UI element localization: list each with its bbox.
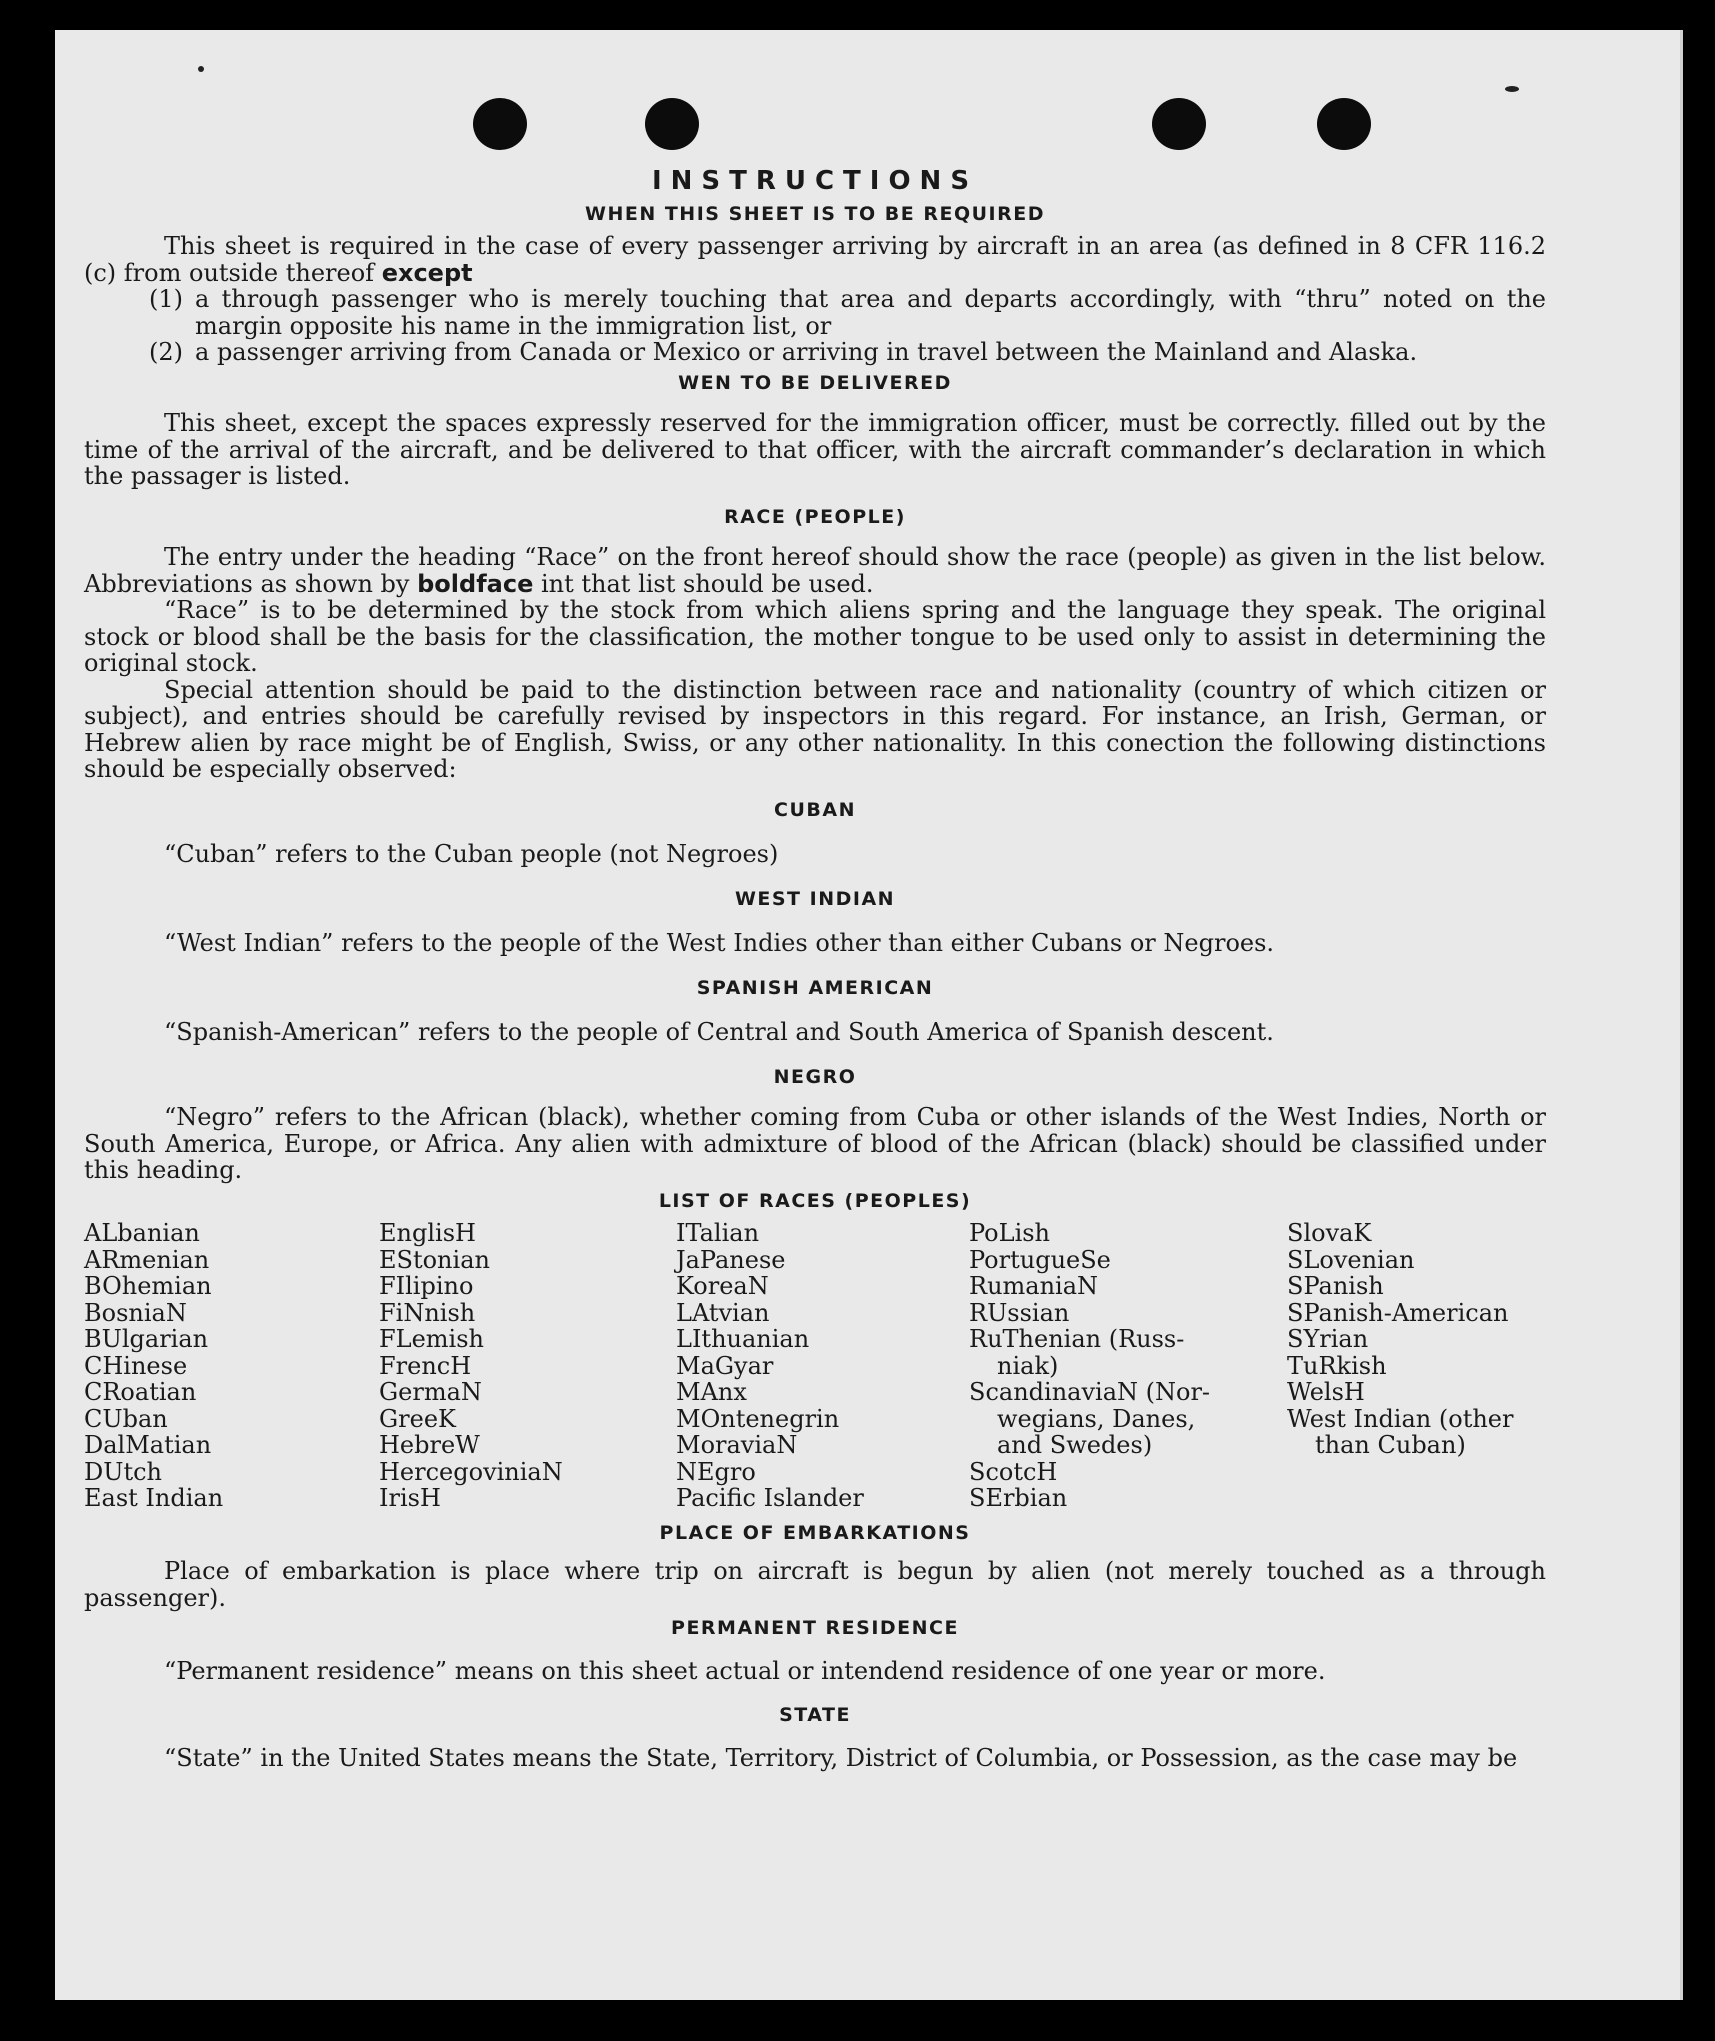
punch-hole: [1152, 98, 1206, 150]
race-entry: West Indian (other: [1287, 1404, 1514, 1433]
heading-state: STATE: [779, 1704, 851, 1726]
race-entry: NEgro: [676, 1457, 756, 1486]
races-column: [379, 1220, 676, 1512]
race-entry: MAnx: [676, 1378, 747, 1406]
race-entry: MaGyar: [676, 1351, 774, 1380]
paragraph-negro: “Negro” refers to the African (black), whether coming from Cuba or other islands of the West Indies, North or South America, Europe, or Africa. Any alien with admixture of blood of the African (black) should be classified under this heading.: [84, 1103, 1546, 1184]
race-entry: DalMatian: [84, 1431, 212, 1459]
heading-residence: PERMANENT RESIDENCE: [671, 1617, 959, 1639]
race-entry: SPanish: [1287, 1272, 1384, 1300]
race-entry: wegians, Danes,: [997, 1404, 1196, 1433]
race-entry: DUtch: [84, 1457, 163, 1486]
race-entry: WelsH: [1287, 1378, 1365, 1406]
punch-hole: [473, 98, 527, 150]
race-entry: HebreW: [379, 1431, 480, 1459]
speck: [198, 66, 204, 72]
paragraph-race-1: The entry under the heading “Race” on the front hereof should show the race (people) as given in the list below. Abbreviations as shown by boldface int that list should be used.: [84, 543, 1546, 598]
race-entry: FrencH: [379, 1351, 472, 1380]
heading-required: WHEN THIS SHEET IS TO BE REQUIRED: [584, 202, 1045, 225]
race-entry: JaPanese: [676, 1245, 786, 1274]
race-entry: SPanish-American: [1287, 1298, 1509, 1327]
race-entry: CRoatian: [84, 1378, 197, 1406]
race-entry: East Indian: [84, 1484, 224, 1512]
page-title: INSTRUCTIONS: [651, 166, 979, 196]
race-entry: MoraviaN: [676, 1431, 798, 1459]
race-entry: TuRkish: [1287, 1351, 1387, 1380]
race-entry: BosniaN: [84, 1298, 187, 1327]
race-entry: and Swedes): [997, 1431, 1153, 1459]
race-entry: ARmenian: [84, 1245, 210, 1274]
race-entry: MOntenegrin: [676, 1404, 840, 1433]
heading-race: RACE (PEOPLE): [724, 505, 906, 528]
race-entry: HercegoviniaN: [379, 1457, 563, 1486]
heading-west-indian: WEST INDIAN: [734, 887, 896, 910]
race-entry: FiNnish: [379, 1298, 476, 1327]
bold-except: except: [381, 258, 473, 287]
race-entry: GreeK: [379, 1404, 456, 1433]
heading-cuban: CUBAN: [774, 798, 856, 821]
race-entry: SErbian: [969, 1484, 1068, 1512]
bold-boldface: boldface: [417, 569, 534, 598]
race-entry: Pacific Islander: [676, 1484, 864, 1512]
heading-delivered: WEN TO BE DELIVERED: [678, 371, 952, 394]
race-entry: ITalian: [676, 1219, 760, 1247]
paragraph-west-indian: “West Indian” refers to the people of the West Indies other than either Cubans or Negroes.: [164, 929, 1275, 957]
heading-races-list: LIST OF RACES (PEOPLES): [658, 1189, 972, 1212]
races-column: [84, 1220, 379, 1512]
race-entry: ScandinaviaN (Nor-: [969, 1378, 1211, 1406]
races-column: [676, 1220, 969, 1512]
paragraph-race-2: “Race” is to be determined by the stock from which aliens spring and the language they speak. The original stock or blood shall be the basis for the classification, the mother tongue to be used only to assist in determining the original stock.: [84, 596, 1546, 677]
race-entry: RumaniaN: [969, 1272, 1099, 1300]
paragraph-race-3: Special attention should be paid to the distinction between race and nationality (country of which citizen or subject), and entries should be carefully revised by inspectors in this regard. For instance, an Irish, German, or Hebrew alien by race might be of English, Swiss, or any other nationality. In this conection the following distinctions should be especially observed:: [84, 675, 1546, 783]
race-entry: SlovaK: [1287, 1219, 1372, 1247]
paragraph-spanish-american: “Spanish-American” refers to the people of Central and South America of Spanish descent.: [164, 1018, 1274, 1046]
race-entry: LIthuanian: [676, 1325, 810, 1353]
paragraph-residence: “Permanent residence” means on this sheet actual or intendend residence of one year or more.: [164, 1656, 1326, 1685]
race-entry: niak): [997, 1351, 1059, 1380]
races-table: [84, 1220, 1546, 1512]
race-entry: FIlipino: [379, 1272, 474, 1300]
paragraph-embarkation: Place of embarkation is place where trip on aircraft is begun by alien (not merely touched as a through passenger).: [84, 1557, 1546, 1612]
race-entry: BUlgarian: [84, 1325, 209, 1353]
heading-negro: NEGRO: [773, 1065, 857, 1088]
race-entry: RuThenian (Russ-: [969, 1325, 1185, 1353]
document-page: [55, 30, 1683, 2000]
list-item: (2) a passenger arriving from Canada or Mexico or arriving in travel between the Mainland and Alaska.: [149, 338, 1418, 366]
race-entry: ScotcH: [969, 1457, 1058, 1486]
heading-embarkation: PLACE OF EMBARKATIONS: [659, 1521, 971, 1544]
paragraph-state: “State” in the United States means the State, Territory, District of Columbia, or Possession, as the case may be: [164, 1743, 1518, 1772]
races-column: [969, 1220, 1287, 1512]
paragraph-delivered: This sheet, except the spaces expressly reserved for the immigration officer, must be correctly. filled out by the time of the arrival of the aircraft, and be delivered to that officer, with the aircraft commander’s declaration in which the passager is listed.: [84, 409, 1546, 490]
speck: [1505, 86, 1519, 92]
document-body: [84, 168, 1546, 1771]
race-entry: BOhemian: [84, 1272, 212, 1300]
punch-hole: [1317, 98, 1371, 150]
race-entry: SLovenian: [1287, 1245, 1415, 1274]
paragraph-required: This sheet is required in the case of every passenger arriving by aircraft in an area (as defined in 8 CFR 116.2 (c) from outside thereof except: [84, 232, 1546, 287]
race-entry: EStonian: [379, 1245, 490, 1274]
race-entry: EnglisH: [379, 1219, 476, 1247]
heading-spanish-american: SPANISH AMERICAN: [696, 976, 934, 999]
paragraph-cuban: “Cuban” refers to the Cuban people (not Negroes): [164, 840, 779, 868]
race-entry: CUban: [84, 1404, 168, 1433]
race-entry: IrisH: [379, 1484, 441, 1512]
list-item: (1) a through passenger who is merely touching that area and departs accordingly, with “thru” noted on the margin opposite his name in the immigration list, or: [149, 285, 1546, 340]
race-entry: GermaN: [379, 1378, 482, 1406]
race-entry: ALbanian: [84, 1219, 200, 1247]
exception-list: [84, 286, 1546, 366]
punch-hole: [645, 98, 699, 150]
races-column: [1287, 1220, 1546, 1512]
race-entry: CHinese: [84, 1351, 188, 1380]
race-entry: PortugueSe: [969, 1245, 1111, 1274]
race-entry: SYrian: [1287, 1325, 1369, 1353]
race-entry: FLemish: [379, 1325, 484, 1353]
race-entry: LAtvian: [676, 1298, 770, 1327]
race-entry: PoLish: [969, 1219, 1051, 1247]
race-entry: KoreaN: [676, 1272, 769, 1300]
race-entry: RUssian: [969, 1298, 1070, 1327]
race-entry: than Cuban): [1315, 1431, 1466, 1459]
